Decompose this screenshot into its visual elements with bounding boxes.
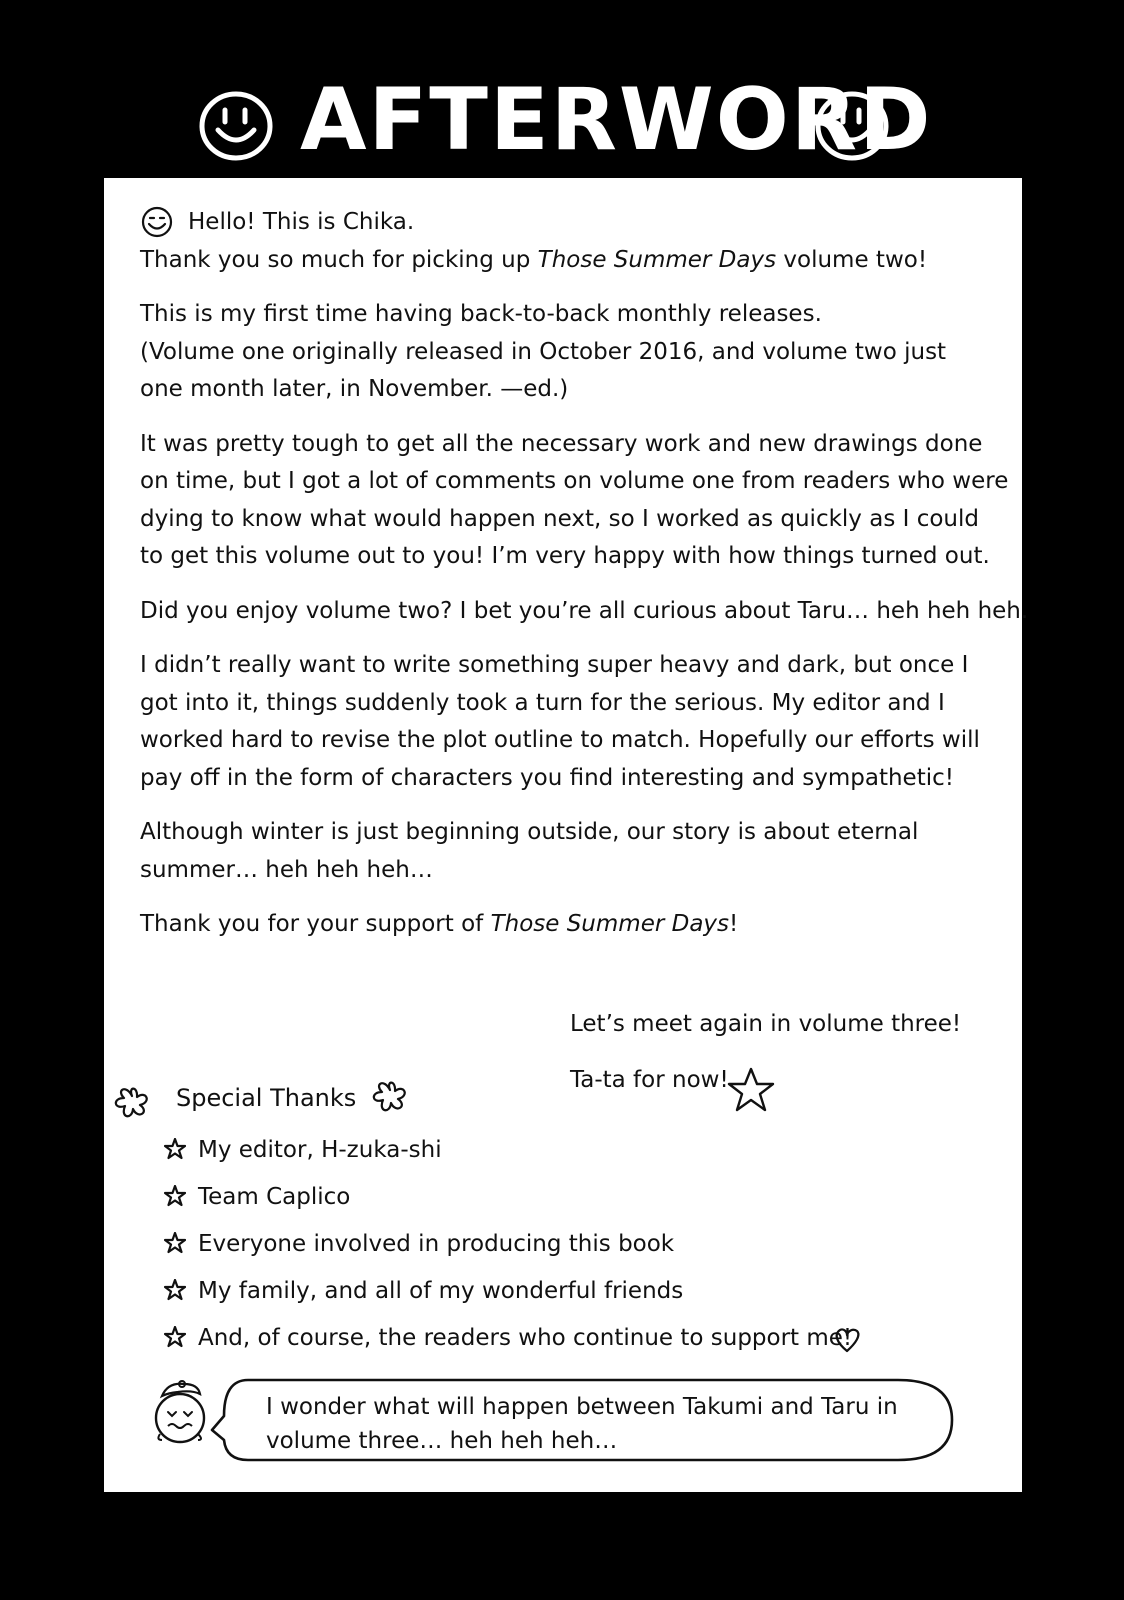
special-thanks-title: Special Thanks (176, 1084, 357, 1112)
bubble-text (266, 1390, 898, 1458)
paragraph-line: dying to know what would happen next, so I worked as quickly as I could (140, 505, 979, 532)
star-icon (164, 1232, 186, 1254)
greeting: Hello! This is Chika. (188, 209, 415, 235)
heart-icon (832, 1326, 862, 1354)
thank-line (140, 242, 1028, 280)
thank-prefix: Thank you so much for picking up (140, 246, 538, 273)
closing-line (140, 906, 1028, 944)
thanks-item-text: Team Caplico (198, 1184, 351, 1210)
thanks-item-text: My editor, H-zuka-shi (198, 1137, 442, 1163)
paragraph-line: one month later, in November. —ed.) (140, 376, 569, 402)
star-icon (164, 1185, 186, 1207)
list-item (164, 1318, 852, 1365)
bubble-line: I wonder what will happen between Takumi and Taru in (266, 1394, 898, 1420)
paragraph-line: pay off in the form of characters you find interesting and sympathetic! (140, 764, 954, 791)
paragraph-line: worked hard to revise the plot outline to match. Hopefully our efforts will (140, 727, 980, 753)
signoff-text: Ta-ta for now! (570, 1067, 729, 1093)
thank-suffix: volume two! (776, 246, 928, 273)
mascot-icon (148, 1378, 212, 1446)
book-title: Those Summer Days (490, 911, 730, 937)
paragraph-line: to get this volume out to you! I’m very happy with how things turned out. (140, 543, 990, 569)
paragraph-line: It was pretty tough to get all the necessary work and new drawings done (140, 430, 983, 457)
paragraph-line: Although winter is just beginning outside, our story is about eternal (140, 819, 919, 845)
bubble-line: volume three… heh heh heh… (266, 1428, 618, 1454)
paragraph-line: I didn’t really want to write something super heavy and dark, but once I (140, 652, 969, 678)
star-icon (164, 1138, 186, 1160)
star-icon (164, 1326, 186, 1348)
letter-body (140, 204, 1028, 944)
list-item (164, 1271, 852, 1318)
smiley-right-icon (812, 88, 892, 164)
paragraph-line: Did you enjoy volume two? I bet you’re all curious about Taru… heh heh heh. (140, 597, 1029, 624)
paragraph-line: This is my first time having back-to-back monthly releases. (140, 301, 822, 327)
star-outline-icon (726, 1066, 776, 1114)
closing-suffix: ! (729, 911, 739, 937)
thanks-item-text: Everyone involved in producing this book (198, 1231, 675, 1257)
paragraph-line: summer… heh heh heh… (140, 856, 433, 883)
afterword-panel (104, 178, 1029, 1492)
thanks-list (164, 1130, 852, 1365)
paragraph-line: on time, but I got a lot of comments on volume one from readers who were (140, 468, 1009, 494)
thanks-item-text: My family, and all of my wonderful friends (198, 1278, 684, 1304)
book-title: Those Summer Days (537, 246, 777, 273)
closing-prefix: Thank you for your support of (140, 911, 491, 937)
list-item (164, 1177, 852, 1224)
paragraph-line: got into it, things suddenly took a turn for the serious. My editor and I (140, 689, 945, 716)
smiley-left-icon (196, 88, 276, 164)
list-item (164, 1130, 852, 1177)
flower-icon (370, 1076, 410, 1116)
paragraph-line: (Volume one originally released in October 2016, and volume two just (140, 338, 947, 365)
thanks-item-text: And, of course, the readers who continue to support me! (198, 1325, 853, 1351)
star-icon (164, 1279, 186, 1301)
flower-icon (112, 1082, 152, 1122)
list-item (164, 1224, 852, 1271)
header (0, 62, 1124, 182)
signoff-line: Let’s meet again in volume three! (570, 1011, 962, 1037)
page-title: AFTERWORD (300, 70, 933, 170)
